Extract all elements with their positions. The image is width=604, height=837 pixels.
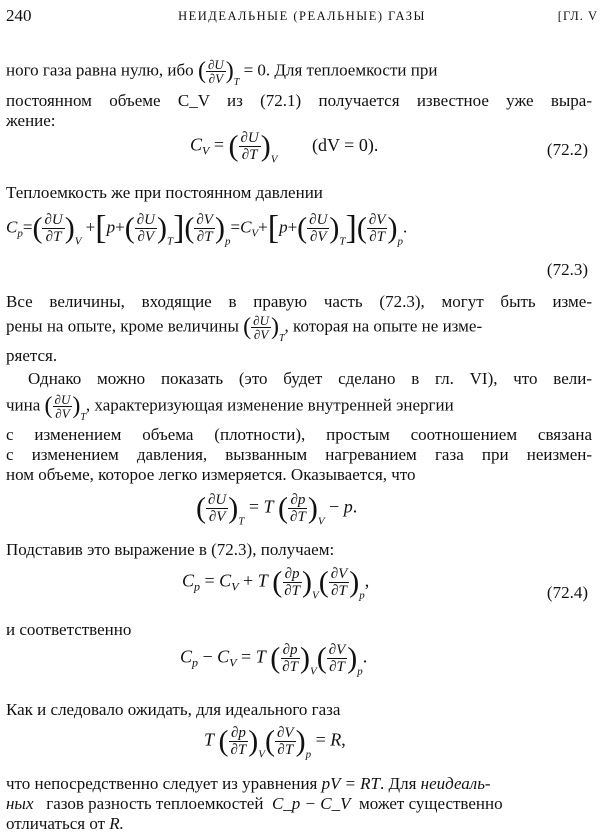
text-line: что непосредственно следует из уравнения pV = RT. Для неидеаль- (6, 774, 491, 793)
equation-ideal-gas: T ( $\frac{\partial p}{\partial T}$ )$_V$( $\frac{\partial V}{\partial T}$ )$_p = R$, (204, 724, 346, 761)
equation-72-3: $C_p=$( $\frac{\partial U}{\partial T}$ )$_V +[p+$( $\frac{\partial U}{\partial V}$ )$_T$]( $\frac{\partial V}{\partial T}$ )$_p=C_V+[p+$( $\frac{\partial U}{\partial V}$ )$_T$]( $\frac{\partial V}{\partial T}$ )$_p$. (6, 209, 408, 248)
equation-number: (72.3) (546, 260, 588, 279)
equation-72-4: $C_p = C_V + T$ ( $\frac{\partial p}{\partial T}$ )$_V$( $\frac{\partial V}{\partial T}$ )$_p$, (182, 565, 370, 602)
text-line: ряется. (6, 346, 58, 365)
text-line: Однако можно показать (это будет сделано в гл. VI), что вели- (28, 369, 592, 388)
text-line: отличаться от R. (6, 814, 124, 833)
text-line: Теплоемкость же при постоянном давлении (6, 183, 323, 202)
text-line: Подставив это выражение в (72.3), получаем: (6, 540, 335, 559)
text-line: ном объеме, которое легко измеряется. Оказывается, что (6, 465, 416, 484)
equation-du-dv: ( $\frac{\partial U}{\partial V}$ )$_T = T$ ( $\frac{\partial p}{\partial T}$ )$_V - p$. (196, 491, 358, 528)
text-line: ного газа равна нулю, ибо ( $\frac{\partial U}{\partial V}$ )$_T = 0$. Для теплоемкости при (6, 57, 438, 89)
text-line: жение: (6, 111, 56, 130)
text-line: рены на опыте, кроме величины ( $\frac{\partial U}{\partial V}$ )$_T$, которая на опыте не изме- (6, 313, 483, 345)
page-number: 240 (6, 6, 32, 25)
equation-cp-minus-cv: $C_p - C_V = T$ ( $\frac{\partial p}{\partial T}$ )$_V$( $\frac{\partial V}{\partial T}$ )$_p$. (180, 641, 368, 678)
equation-number: (72.2) (546, 140, 588, 159)
running-title: НЕИДЕАЛЬНЫЕ (РЕАЛЬНЫЕ) ГАЗЫ (178, 9, 426, 23)
text-line: ных газов разность теплоемкостей C_p − C_V может существенно (6, 794, 503, 813)
text-line: с изменением объема (плотности), простым соотношением связана (6, 425, 592, 444)
chapter-marker: [ГЛ. V (557, 9, 598, 23)
equation-72-2: $C_V$ = ( $\frac{\partial U}{\partial T}$ )$_V$ (dV = 0). (190, 129, 379, 166)
text-line: постоянном объеме C_V из (72.1) получается известное уже выра- (6, 91, 592, 110)
text-line: Как и следовало ожидать, для идеального газа (6, 700, 341, 719)
text-line: чина ( $\frac{\partial U}{\partial V}$ )$_T$, характеризующая изменение внутренней энергии (6, 392, 454, 424)
text-line: с изменением давления, вызванным нагреванием газа при неизмен- (6, 445, 592, 464)
text-line: Все величины, входящие в правую часть (72.3), могут быть изме- (6, 292, 592, 311)
equation-number: (72.4) (546, 583, 588, 602)
text-line: и соответственно (6, 620, 132, 639)
running-header (6, 6, 598, 28)
